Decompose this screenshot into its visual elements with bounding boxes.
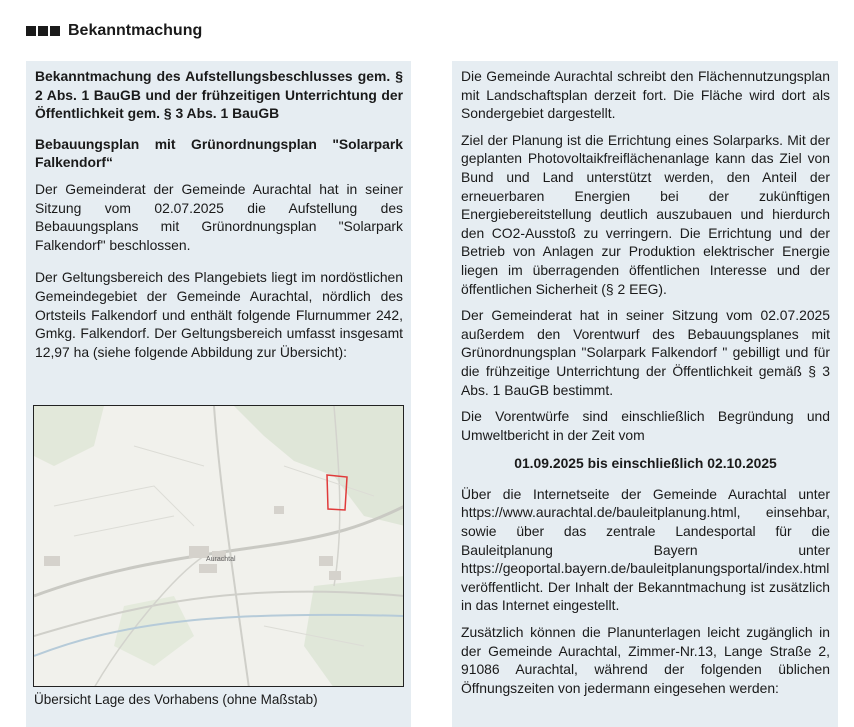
left-paragraph-1: Der Gemeinderat der Gemeinde Aurachtal hat in seiner Sitzung vom 02.07.2025 die Aufstellung des Bebauungsplans mit Grünordnungsplan "Solarpark Falkendorf" beschlossen.: [35, 180, 403, 253]
section-header: [26, 22, 202, 40]
left-paragraph-2: Der Geltungsbereich des Plangebiets liegt im nordöstlichen Gemeindegebiet der Gemeinde Aurachtal, nördlich des Ortsteils Falkendorf und enthält folgende Flurnummer 242, Gmkg. Falkendorf. Der Geltungsbereich umfasst insgesamt 12,97 ha (siehe folgende Abbildung zur Übersicht):: [35, 269, 403, 360]
right-paragraph-3: Der Gemeinderat hat in seiner Sitzung vom 02.07.2025 außerdem den Vorentwurf des Bebauungsplanes mit Grünordnungsplan "Solarpark Falkendorf " gebilligt und für die frühzeitige Unterrichtung der Öffentlichkeit gemäß § 3 Abs. 1 BauGB bestimmt.: [461, 307, 830, 398]
right-paragraph-6: Zusätzlich können die Planunterlagen leicht zugänglich in der Gemeinde Aurachtal, Zimmer-Nr.13, Lange Straße 2, 91086 Aurachtal, während der folgenden üblichen Öffnungszeiten von jedermann eingesehen werden:: [461, 624, 830, 696]
display-period: 01.09.2025 bis einschließlich 02.10.2025: [514, 455, 777, 472]
plan-title: Bebauungsplan mit Grünordnungsplan "Solarpark Falkendorf“: [35, 135, 403, 171]
notice-heading: Bekanntmachung des Aufstellungsbeschlusses gem. § 2 Abs. 1 BauGB und der frühzeitigen Unterrichtung der Öffentlichkeit gem. § 3 Abs. 1 BauGB: [35, 68, 403, 122]
map-town-label: Aurachtal: [206, 556, 236, 563]
right-paragraph-4: Die Vorentwürfe sind einschließlich Begründung und Umweltbericht in der Zeit vom: [461, 408, 830, 443]
map-image: [34, 406, 404, 687]
right-paragraph-5: Über die Internetseite der Gemeinde Aurachtal unter https://www.aurachtal.de/bauleitplanung.html, einsehbar, sowie über das zentrale Landesportal für die Bauleitplanung Bayern unter https://geoportal.bayern.de/bauleitplanungsportal/index.html veröffentlicht. Der Inhalt der Bekanntmachung ist zusätzlich in das Internet eingestellt.: [461, 485, 830, 614]
right-column: [452, 61, 838, 727]
overview-map: [33, 405, 404, 687]
right-paragraph-1: Die Gemeinde Aurachtal schreibt den Flächennutzungsplan mit Landschaftsplan derzeit fort. Die Fläche wird dort als Sondergebiet dargestellt.: [461, 68, 830, 122]
map-caption: Übersicht Lage des Vorhabens (ohne Maßstab): [34, 692, 318, 707]
section-title: Bekanntmachung: [68, 22, 203, 39]
header-squares-icon: [26, 26, 60, 36]
right-paragraph-2: Ziel der Planung ist die Errichtung eines Solarparks. Mit der geplanten Photovoltaikfreiflächenanlage kann das Ziel von Bund und Land unterstützt werden, den Anteil der erneuerbaren Energien bei der zukünftigen Energiebereitstellung deutlich auszubauen und hierdurch den CO2-Ausstoß zu verringern. Die Errichtung und der Betrieb von Anlagen zur Produktion elektrischer Energie liegen im überragenden öffentlichen Interesse und der öffentlichen Sicherheit (§ 2 EEG).: [461, 131, 830, 297]
